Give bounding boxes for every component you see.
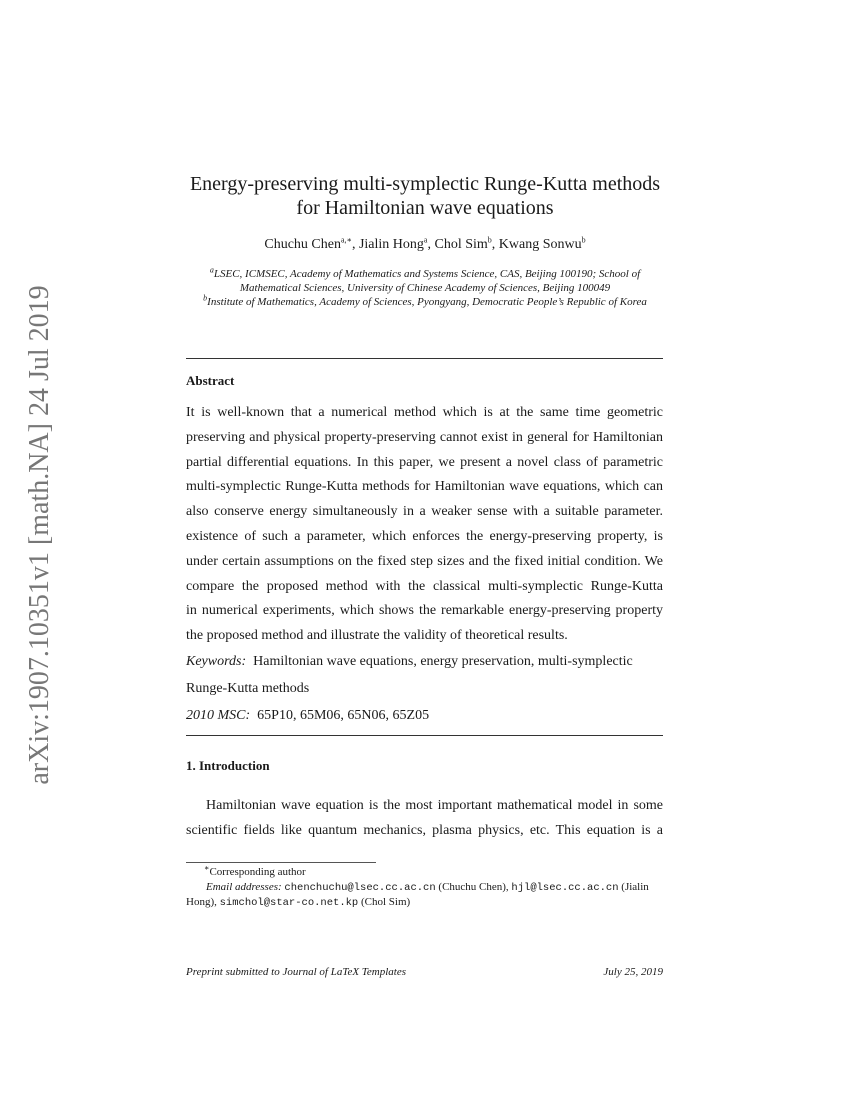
email-link[interactable]: hjl@lsec.cc.ac.cn — [511, 882, 619, 894]
divider-bottom — [186, 735, 663, 736]
keywords-continued: Runge-Kutta methods — [186, 681, 310, 696]
affil-mark: a — [209, 265, 214, 275]
intro-line: scientific fields like quantum mechanics, plasma physics, etc. This equation is a — [186, 823, 663, 838]
footnote-rule — [186, 862, 376, 863]
email-owner: (Chol Sim) — [360, 896, 411, 908]
keywords — [186, 653, 663, 671]
section-heading-introduction: 1. Introduction — [186, 758, 270, 773]
footnote-corresponding — [204, 863, 306, 879]
abstract-line: existence of such a parameter, which enforces the energy-preserving property, is — [186, 529, 663, 544]
abstract-line: partial differential equations. In this paper, we present a novel class of parametric — [186, 455, 663, 470]
abstract-heading: Abstract — [186, 373, 235, 388]
affil-text: LSEC, ICMSEC, Academy of Mathematics and Systems Science, CAS, Beijing 100190; School of — [213, 268, 641, 280]
affiliation-a-line-1 — [0, 265, 850, 281]
abstract-line: also conserve energy simultaneously in a weaker sense with a suitable parameter. — [186, 504, 663, 519]
keywords-label: Keywords: — [186, 654, 247, 669]
msc-value: 65P10, 65M06, 65N06, 65Z05 — [257, 708, 430, 723]
paper-title-line-1: Energy-preserving multi-symplectic Runge-Kutta methods — [189, 173, 661, 195]
abstract-line: in numerical experiments, which shows the remarkable energy-preserving property — [186, 603, 663, 618]
paper-title-line-2: for Hamiltonian wave equations — [296, 197, 554, 219]
msc-codes — [186, 707, 663, 725]
affiliation-a-line-2: Mathematical Sciences, University of Chinese Academy of Sciences, Beijing 100049 — [239, 282, 611, 294]
email-owner: (Jialin — [621, 881, 649, 893]
author-list: Chuchu Chen$^{a,∗}$, Jialin Hong$^a$, Chol Sim$^b$, Kwang Sonwu$^b$ — [264, 235, 586, 252]
author-affil-mark: a — [423, 235, 428, 245]
affiliation-b — [0, 293, 850, 309]
footer-preprint-note: Preprint submitted to Journal of LaTeX Templates — [186, 966, 407, 978]
footnote-emails-continued — [186, 896, 410, 910]
abstract-line: It is well-known that a numerical method which is at the same time geometric — [186, 405, 663, 420]
author-name: Jialin Hong — [358, 237, 424, 252]
email-owner: Hong), — [186, 896, 217, 908]
keywords-text: Hamiltonian wave equations, energy preservation, multi-symplectic — [253, 654, 633, 669]
author-name: Chuchu Chen — [264, 237, 341, 252]
email-owner: (Chuchu Chen), — [438, 881, 509, 893]
intro-line: Hamiltonian wave equation is the most important mathematical model in some — [206, 798, 663, 813]
abstract-line: under certain assumptions on the fixed step sizes and the fixed initial condition. We — [186, 554, 663, 569]
email-link[interactable]: chenchuchu@lsec.cc.ac.cn — [284, 882, 436, 894]
abstract-line: preserving and physical property-preserving cannot exist in general for Hamiltonian — [186, 430, 663, 445]
abstract-line: multi-symplectic Runge-Kutta methods for Hamiltonian wave equations, which can — [186, 479, 663, 494]
author-affil-mark: b — [581, 235, 586, 245]
arxiv-identifier: arXiv:1907.10351v1 [math.NA] 24 Jul 2019 — [24, 285, 55, 785]
author-name: Chol Sim — [434, 237, 488, 252]
divider-top — [186, 358, 663, 359]
footer-date: July 25, 2019 — [603, 966, 663, 978]
abstract-line: compare the proposed method with the classical multi-symplectic Runge-Kutta — [186, 579, 663, 594]
affil-text: Institute of Mathematics, Academy of Sciences, Pyongyang, Democratic People’s Republic of Korea — [207, 296, 647, 308]
abstract-line: the proposed method and illustrate the validity of theoretical results. — [186, 628, 568, 643]
email-label: Email addresses: — [206, 881, 282, 893]
msc-label: 2010 MSC: — [186, 708, 251, 723]
author-affil-mark: b — [487, 235, 492, 245]
affil-mark: b — [203, 293, 208, 303]
author-name: Kwang Sonwu — [498, 237, 582, 252]
footnote-emails — [206, 881, 649, 895]
footnote-mark: ∗ — [204, 863, 210, 873]
email-link[interactable]: simchol@star-co.net.kp — [219, 897, 359, 909]
footnote-text: Corresponding author — [209, 866, 306, 878]
author-affil-mark: a,∗ — [340, 235, 352, 245]
